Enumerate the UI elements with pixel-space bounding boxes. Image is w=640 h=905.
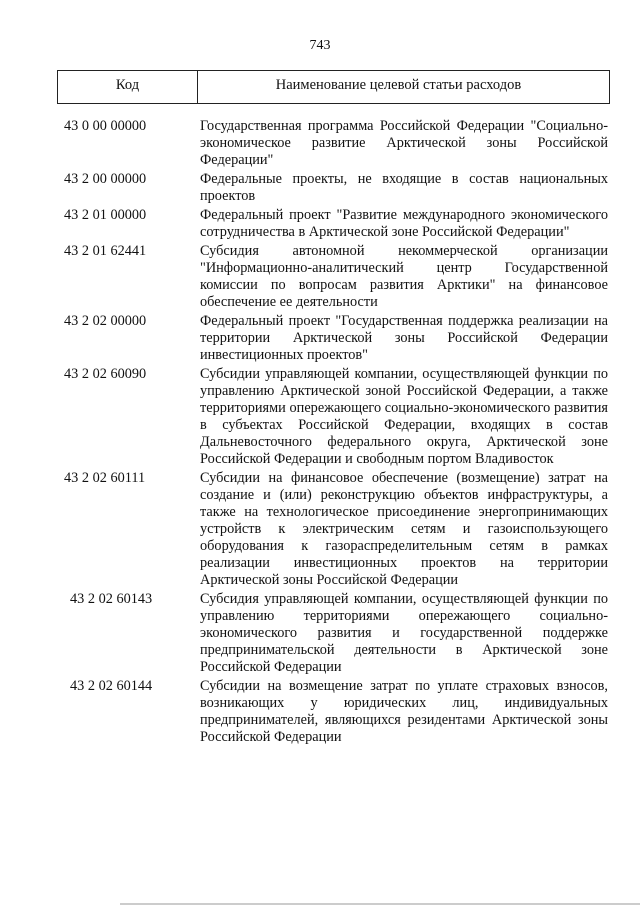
- row-text: Субсидия управляющей компании, осуществляющей функции по управлению территориями опережающего социально-экономического развития и государственной поддержке предпринимательской деятельности в Арктической зоне Российской Федерации: [200, 591, 608, 675]
- row-code: 43 2 02 60111: [64, 470, 146, 486]
- table-row: [0, 171, 640, 205]
- table-row: [0, 366, 640, 468]
- row-text: Федеральные проекты, не входящие в состав национальных проектов: [200, 171, 608, 204]
- row-code: 43 2 01 00000: [64, 207, 147, 223]
- page-number: 743: [309, 38, 331, 53]
- budget-items-list: [0, 118, 640, 748]
- table-row: [0, 313, 640, 364]
- row-text: Государственная программа Российской Федерации "Социально-экономическое развитие Арктической зоны Российской Федерации": [200, 118, 608, 168]
- header-name: Наименование целевой статьи расходов: [275, 77, 522, 93]
- row-code: 43 2 01 62441: [64, 243, 147, 259]
- row-text: Федеральный проект "Развитие международного экономического сотрудничества в Арктической зоне Российской Федерации": [200, 207, 608, 240]
- row-text: Субсидии управляющей компании, осуществляющей функции по управлению Арктической зоной Российской Федерации, а также территориями опережающего социально-экономического развития в субъектах Российской Федерации, входящих в состав Дальневосточного федерального округа, Арктической зоне Российской Федерации и свободным портом Владивосток: [200, 366, 608, 467]
- row-text: Федеральный проект "Государственная поддержка реализации на территории Арктической зоны Российской Федерации инвестиционных проектов": [200, 313, 608, 363]
- row-code: 43 2 02 00000: [64, 313, 147, 329]
- row-code: 43 2 00 00000: [64, 171, 147, 187]
- row-code: 43 0 00 00000: [64, 118, 147, 134]
- header-code: Код: [58, 71, 198, 103]
- table-row: [0, 243, 640, 311]
- row-code: 43 2 02 60090: [64, 366, 147, 382]
- row-code: 43 2 02 60143: [70, 591, 153, 607]
- row-text: Субсидии на финансовое обеспечение (возмещение) затрат на создание и (или) реконструкцию объектов инфраструктуры, а также на технологическое присоединение энергопринимающих устройств к электрическим сетям и газоиспользующего оборудования к газораспределительным сетям в рамках реализации инвестиционных проектов на территории Арктической зоны Российской Федерации: [200, 470, 608, 588]
- row-code: 43 2 02 60144: [70, 678, 153, 694]
- table-row: [0, 591, 640, 676]
- table-row: [0, 470, 640, 589]
- table-row: [0, 118, 640, 169]
- row-text: Субсидии на возмещение затрат по уплате страховых взносов, возникающих у юридических лиц, индивидуальных предпринимателей, являющихся резидентами Арктической зоны Российской Федерации: [200, 678, 608, 745]
- table-row: [0, 678, 640, 746]
- table-row: [0, 207, 640, 241]
- table-header: [57, 70, 610, 104]
- row-text: Субсидия автономной некоммерческой организации "Информационно-аналитический центр Государственной комиссии по вопросам развития Арктики" на финансовое обеспечение ее деятельности: [200, 243, 608, 310]
